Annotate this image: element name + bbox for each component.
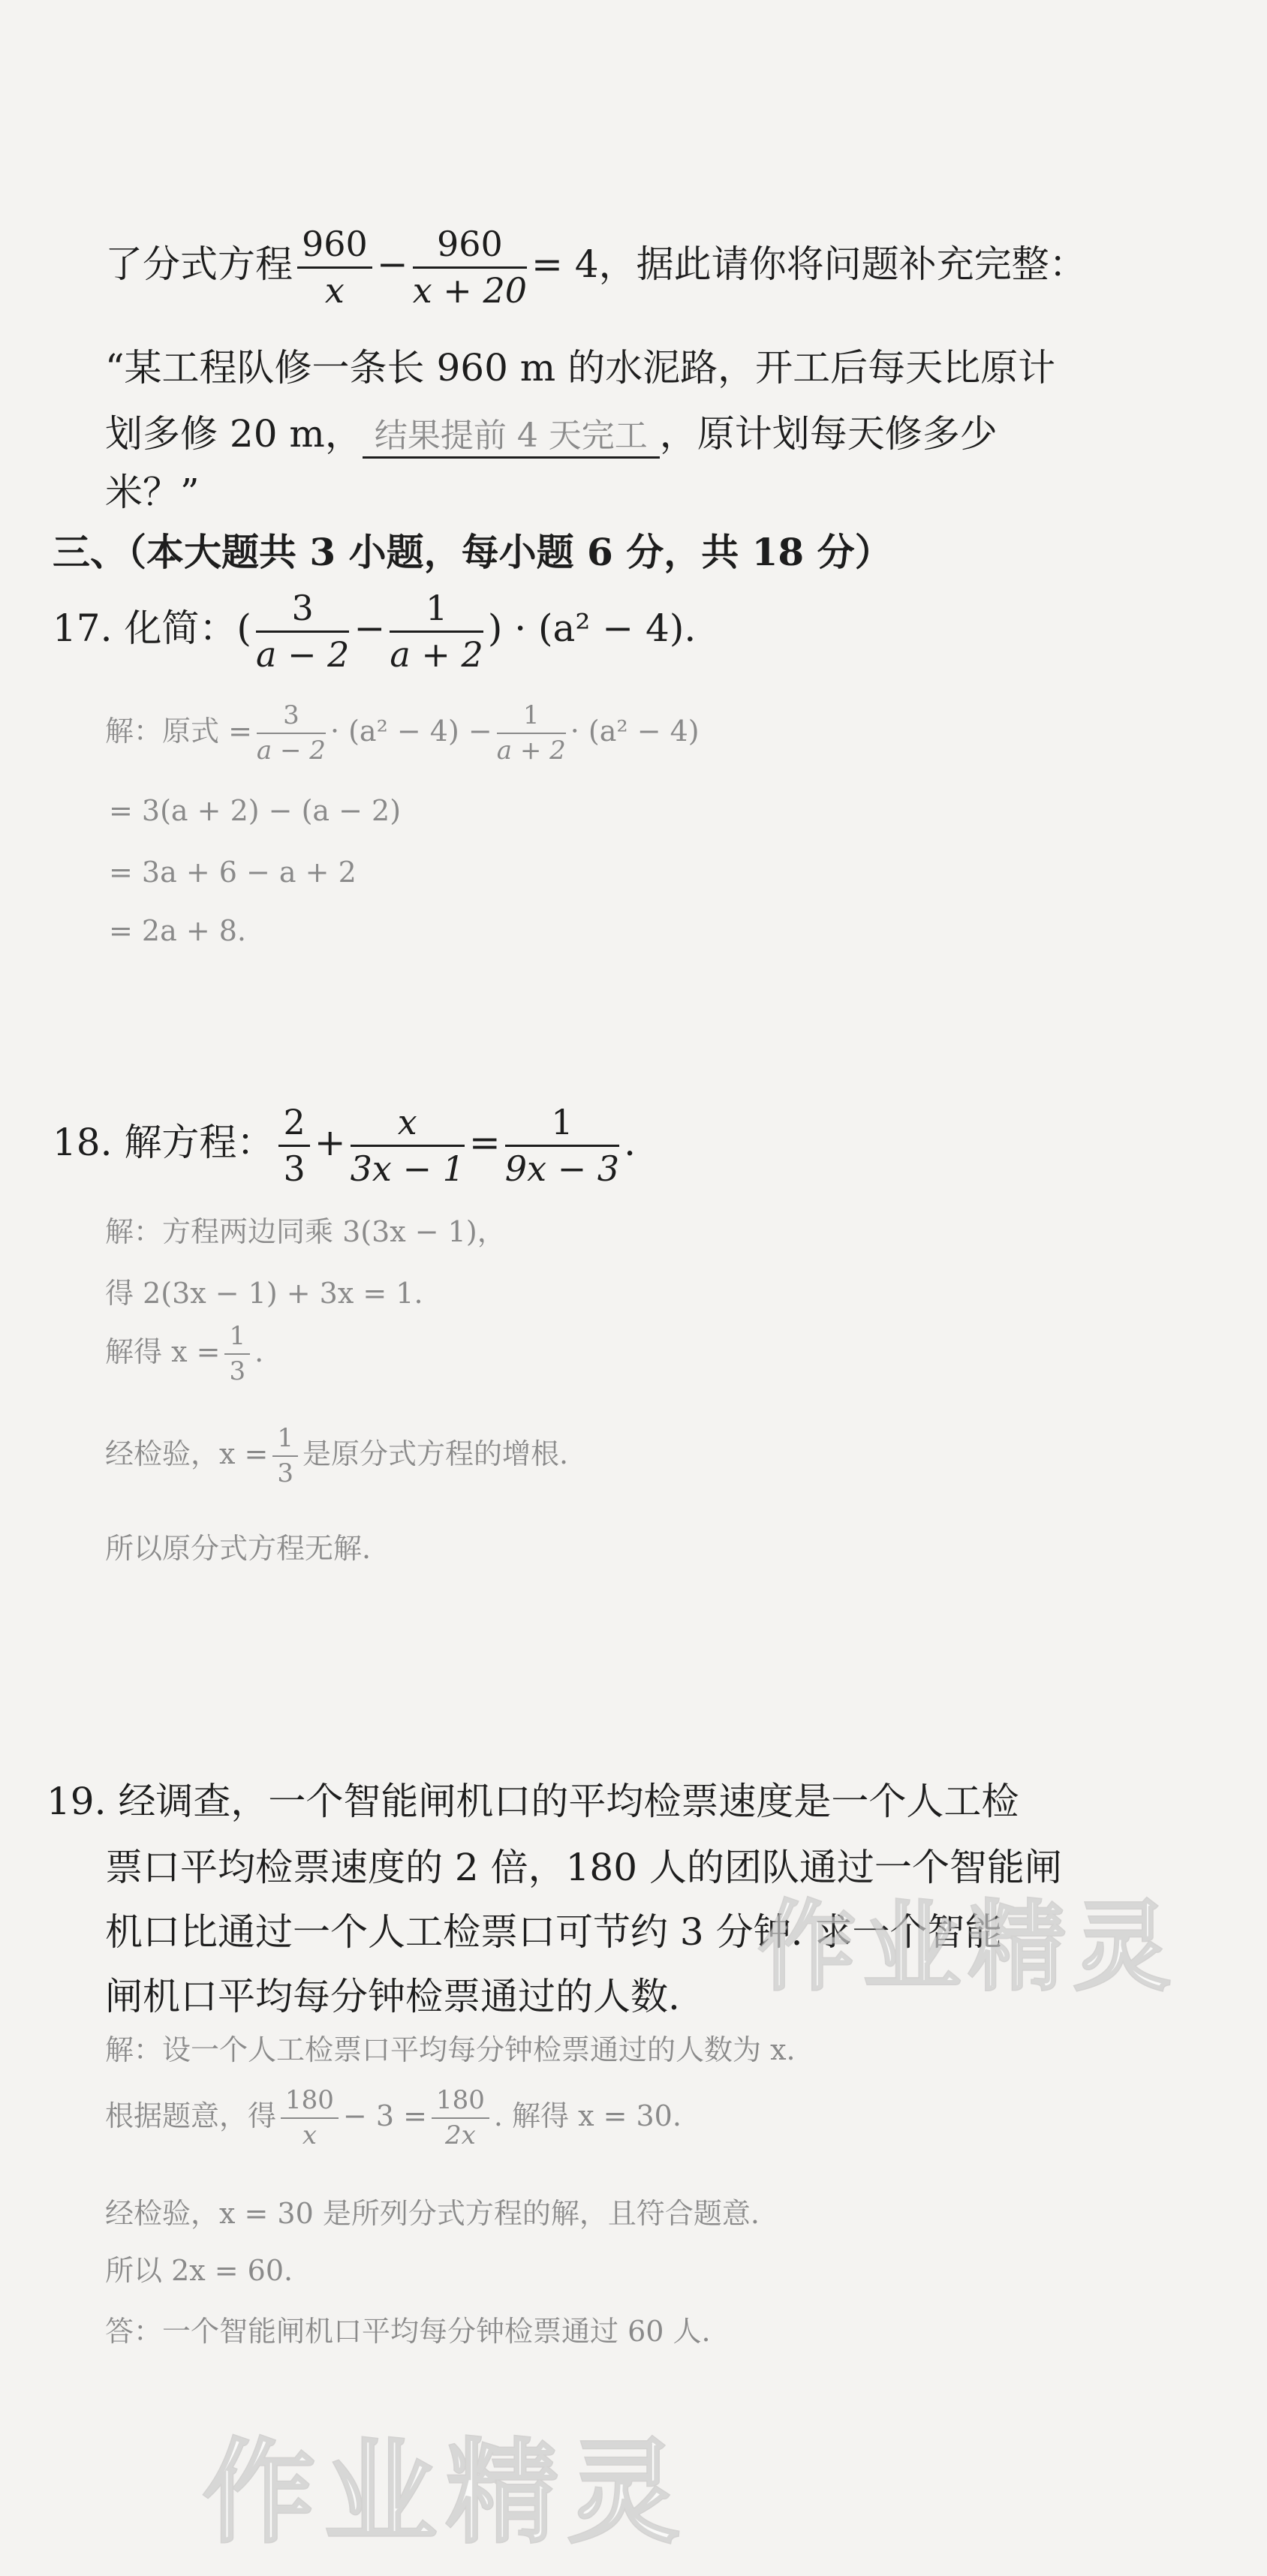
denominator: 3 xyxy=(229,1356,246,1387)
q19-solution-line-4: 所以 2x = 60. xyxy=(105,2254,293,2287)
q17-prompt xyxy=(53,589,696,673)
q17-solution-line-1 xyxy=(105,702,700,766)
fraction xyxy=(281,2087,339,2150)
q18-prompt xyxy=(53,1103,636,1187)
text: 划多修 20 m， xyxy=(105,412,363,456)
carryover-line-4: 米？” xyxy=(105,471,200,514)
text: 了分式方程 xyxy=(105,242,293,287)
denominator: a − 2 xyxy=(256,736,326,766)
text: · (a² − 4) xyxy=(570,714,700,748)
text: − 3 = xyxy=(342,2099,427,2132)
numerator: x xyxy=(351,1103,465,1147)
q19-solution-line-2 xyxy=(105,2087,682,2150)
text: . xyxy=(624,1121,636,1165)
denominator: 3x − 1 xyxy=(350,1148,465,1189)
denominator: a + 2 xyxy=(496,736,566,766)
text: 经调查，一个智能闸机口的平均检票速度是一个人工检 xyxy=(118,1780,1019,1823)
operator: − xyxy=(354,606,386,651)
operator: = xyxy=(468,1121,501,1165)
text: 经检验，x = xyxy=(105,1437,269,1470)
question-number: 17. xyxy=(53,606,113,651)
fraction xyxy=(224,1323,250,1386)
numerator: 960 xyxy=(297,225,372,269)
denominator: 3 xyxy=(277,1458,293,1489)
text: · (a² − 4) − xyxy=(330,714,492,748)
filled-blank: 结果提前 4 天完工 xyxy=(363,408,660,459)
numerator: 1 xyxy=(505,1103,619,1147)
numerator: 1 xyxy=(272,1425,298,1457)
denominator: x + 20 xyxy=(412,269,527,311)
fraction xyxy=(351,1103,465,1187)
text: 解：原式 = xyxy=(105,714,252,748)
q18-solution-line-3 xyxy=(105,1323,263,1386)
q19-solution-line-5: 答：一个智能闸机口平均每分钟检票通过 60 人. xyxy=(105,2315,711,2348)
q19-solution-line-3: 经检验，x = 30 是所列分式方程的解，且符合题意. xyxy=(105,2197,760,2230)
carryover-line-2: “某工程队修一条长 960 m 的水泥路，开工后每天比原计 xyxy=(105,346,1056,390)
q17-solution-line-2: = 3(a + 2) − (a − 2) xyxy=(109,794,402,827)
numerator: 2 xyxy=(278,1103,309,1147)
q19-prompt-line-1 xyxy=(47,1771,1019,1825)
section-header: 三、（本大题共 3 小题，每小题 6 分，共 18 分） xyxy=(53,530,892,574)
text: . xyxy=(254,1335,264,1368)
q19-prompt-line-2: 票口平均检票速度的 2 倍，180 人的团队通过一个智能闸 xyxy=(105,1846,1062,1889)
denominator: a + 2 xyxy=(390,633,483,675)
question-number: 18. xyxy=(53,1121,113,1165)
numerator: 960 xyxy=(413,225,527,269)
q18-solution-line-1: 解：方程两边同乘 3(3x − 1)， xyxy=(105,1215,506,1248)
text: 解得 x = xyxy=(105,1335,221,1368)
fraction xyxy=(413,225,527,309)
fraction xyxy=(297,225,372,309)
numerator: 180 xyxy=(432,2087,489,2119)
q17-solution-line-3: = 3a + 6 − a + 2 xyxy=(109,856,357,889)
denominator: 3 xyxy=(283,1148,305,1189)
numerator: 3 xyxy=(257,702,326,734)
q19-prompt-line-4: 闸机口平均每分钟检票通过的人数. xyxy=(105,1975,680,2018)
q18-solution-line-4 xyxy=(105,1425,568,1488)
q19-prompt-line-3: 机口比通过一个人工检票口可节约 3 分钟. 求一个智能 xyxy=(105,1910,1003,1954)
fraction xyxy=(505,1103,619,1187)
fraction xyxy=(256,589,349,673)
operator: + xyxy=(314,1121,346,1165)
denominator: 2x xyxy=(444,2120,476,2151)
numerator: 3 xyxy=(256,589,349,633)
fraction xyxy=(278,1103,309,1187)
fraction xyxy=(390,589,483,673)
text: 化简：( xyxy=(124,606,251,651)
text: = 4，据此请你将问题补充完整： xyxy=(531,242,1087,287)
denominator: x xyxy=(302,2120,318,2151)
q19-solution-line-1: 解：设一个人工检票口平均每分钟检票通过的人数为 x. xyxy=(105,2033,796,2066)
denominator: 9x − 3 xyxy=(504,1148,620,1189)
watermark-logo: 作业精灵 xyxy=(758,1890,1179,2004)
operator: − xyxy=(376,242,408,287)
text: ) · (a² − 4). xyxy=(487,606,697,651)
denominator: x xyxy=(324,269,345,311)
fraction xyxy=(272,1425,298,1488)
text: 是原分式方程的增根. xyxy=(302,1437,569,1470)
numerator: 180 xyxy=(281,2087,339,2119)
text: 解方程： xyxy=(124,1121,275,1165)
numerator: 1 xyxy=(390,589,483,633)
question-number: 19. xyxy=(47,1780,107,1823)
q18-solution-line-2: 得 2(3x − 1) + 3x = 1. xyxy=(105,1277,423,1310)
numerator: 1 xyxy=(497,702,566,734)
watermark-logo: 作业精灵 xyxy=(203,2428,690,2559)
q18-solution-line-5: 所以原分式方程无解. xyxy=(105,1532,372,1565)
text: 根据题意，得 xyxy=(105,2099,277,2132)
fraction xyxy=(497,702,566,766)
numerator: 1 xyxy=(224,1323,250,1355)
fraction xyxy=(432,2087,489,2150)
carryover-line-3 xyxy=(105,404,998,459)
carryover-line-1 xyxy=(105,225,1087,309)
denominator: a − 2 xyxy=(255,633,350,675)
text: ，原计划每天修多少 xyxy=(659,412,998,456)
text: . 解得 x = 30. xyxy=(493,2099,682,2132)
fraction xyxy=(257,702,326,766)
q17-solution-line-4: = 2a + 8. xyxy=(109,914,247,947)
